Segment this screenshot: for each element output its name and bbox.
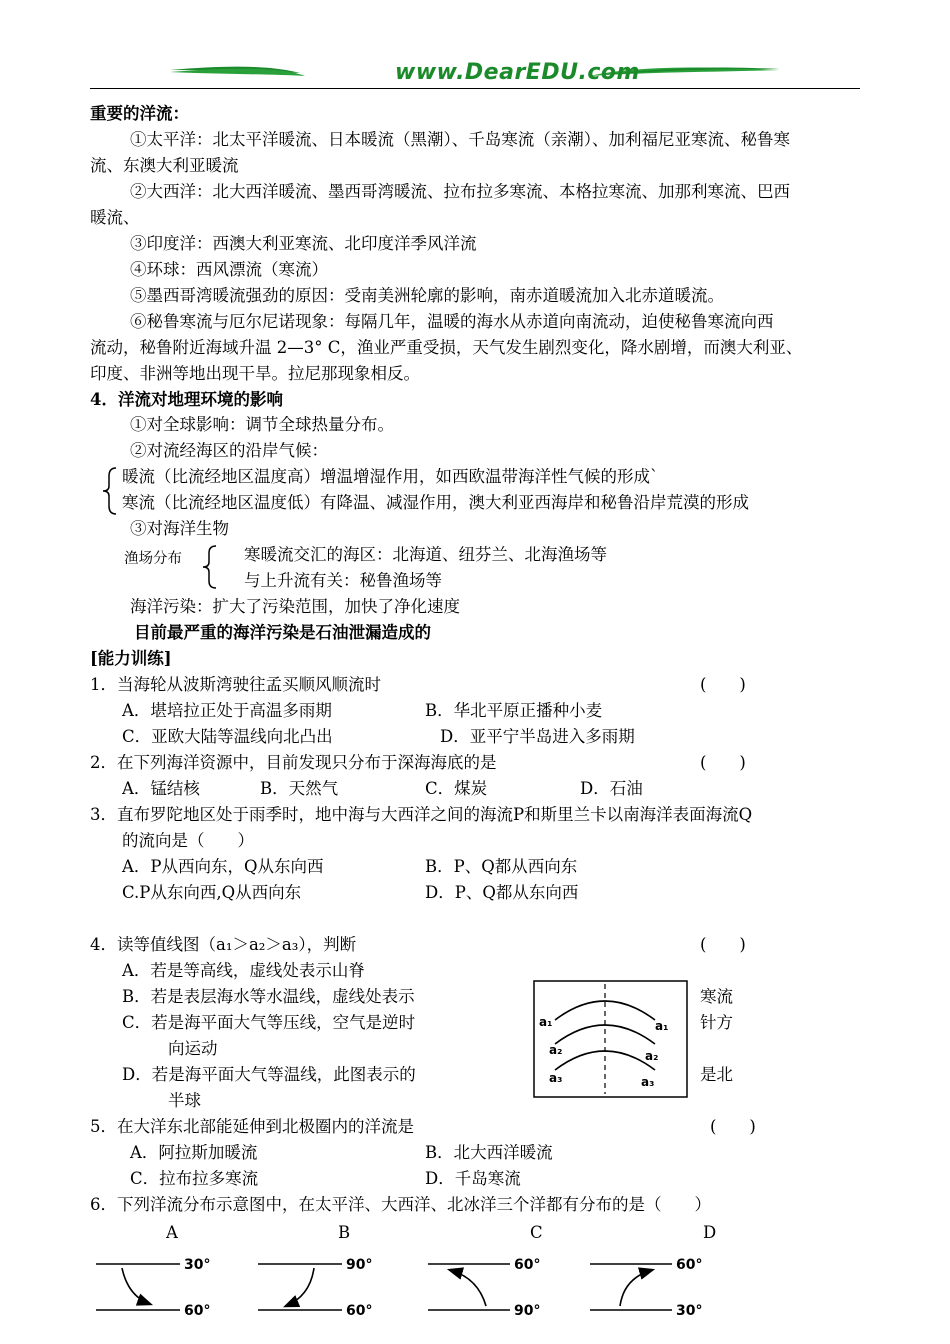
question-stem: 3．直布罗陀地区处于雨季时，地中海与大西洋之间的海流P和斯里兰卡以南海洋表面海流Q [90,805,753,824]
option-a: A．阿拉斯加暖流 [130,1143,258,1162]
option-c-tail: 针方 [700,1013,733,1032]
section-title: 重要的洋流： [90,104,189,123]
current-line: 暖流、 [90,208,140,227]
current-arrow [450,1270,486,1306]
isoline-label: a₂ [549,1043,563,1057]
current-line: ④环球：西风漂流（寒流） [130,260,328,279]
option-c: C．若是海平面大气等压线，空气是逆时 [122,1013,416,1032]
answer-bracket: ( ) [700,753,746,772]
isoline-label: a₁ [655,1019,669,1033]
option-c: C.P从东向西,Q从西向东 [122,883,302,902]
left-brace-icon [200,544,220,590]
option-a: A．P从西向东，Q从东向西 [122,857,324,876]
section4-title: 4．洋流对地理环境的影响 [90,390,283,409]
diagram-a [96,1257,210,1319]
option-c: C．煤炭 [425,779,488,798]
question-stem: 2．在下列海洋资源中，目前发现只分布于深海海底的是 [90,753,497,772]
answer-bracket: ( ) [700,935,746,954]
cold-current-effect: 寒流（比流经地区温度低）有降温、减湿作用，澳大利亚西海岸和秘鲁沿岸荒漠的形成 [122,493,749,512]
section4-item: ①对全球影响：调节全球热量分布。 [130,415,394,434]
diagram-letter: D [703,1223,717,1242]
option-d: D．石油 [580,779,643,798]
section4-item: ②对流经海区的沿岸气候： [130,441,328,460]
option-b-tail: 寒流 [700,987,733,1006]
current-line: 流、东澳大利亚暖流 [90,156,239,175]
option-c-continued: 向运动 [168,1039,218,1058]
latitude-label: 60° [514,1257,541,1273]
diagram-c [428,1257,540,1319]
left-brace-icon [100,466,120,516]
answer-bracket: ( ) [700,675,746,694]
warm-current-effect: 暖流（比流经地区温度高）增温增湿作用，如西欧温带海洋性气候的形成` [122,467,659,486]
header-divider [90,88,860,89]
option-d: D．千岛寒流 [425,1169,521,1188]
option-d-tail: 是北 [700,1065,733,1084]
current-diagrams [90,1248,880,1328]
latitude-label: 30° [184,1257,211,1273]
isoline-label: a₂ [645,1049,659,1063]
question-stem: 5．在大洋东北部能延伸到北极圈内的洋流是 [90,1117,414,1136]
current-line: ⑥秘鲁寒流与厄尔尼诺现象：每隔几年，温暖的海水从赤道向南流动，迫使秘鲁寒流向西 [130,312,774,331]
option-b: B．若是表层海水等水温线，虚线处表示 [122,987,415,1006]
question-stem-continued: 的流向是（ ） [122,831,254,850]
option-d: D．若是海平面大气等温线，此图表示的 [122,1065,416,1084]
option-a: A．锰结核 [122,779,200,798]
section4-item: ③对海洋生物 [130,519,229,538]
option-b: B．北大西洋暖流 [425,1143,553,1162]
latitude-label: 60° [676,1257,703,1273]
isoline-label: a₁ [539,1015,553,1029]
current-line: ②大西洋：北大西洋暖流、墨西哥湾暖流、拉布拉多寒流、本格拉寒流、加那利寒流、巴西 [130,182,790,201]
option-c: C．亚欧大陆等温线向北凸出 [122,727,333,746]
option-b: B．华北平原正播种小麦 [425,701,603,720]
question-stem: 4．读等值线图（a₁＞a₂＞a₃），判断 [90,935,357,954]
current-line: ⑤墨西哥湾暖流强劲的原因：受南美洲轮廓的影响，南赤道暖流加入北赤道暖流。 [130,286,724,305]
option-a: A．若是等高线，虚线处表示山脊 [122,961,365,980]
isoline-label: a₃ [641,1075,655,1089]
option-b: B．天然气 [260,779,339,798]
question-stem: 6．下列洋流分布示意图中，在太平洋、大西洋、北冰洋三个洋都有分布的是（ ） [90,1195,711,1214]
current-arrow [620,1270,652,1306]
option-d: D．P、Q都从东向西 [425,883,579,902]
current-arrow [286,1268,314,1306]
option-d: D．亚平宁半岛进入多雨期 [440,727,635,746]
diagram-letter: B [338,1223,351,1242]
latitude-label: 60° [184,1303,211,1319]
diagram-letter: C [530,1223,543,1242]
diagram-d [590,1257,702,1319]
latitude-label: 60° [346,1303,373,1319]
fishery-item: 寒暖流交汇的海区：北海道、纽芬兰、北海渔场等 [244,545,607,564]
question-stem: 1．当海轮从波斯湾驶往孟买顺风顺流时 [90,675,381,694]
diagram-b [258,1257,372,1319]
latitude-label: 30° [676,1303,703,1319]
pollution-bold-text: 目前最严重的海洋污染是石油泄漏造成的 [134,623,431,642]
current-arrow [122,1268,150,1304]
isoline-label: a₃ [549,1071,563,1085]
option-b: B．P、Q都从西向东 [425,857,578,876]
site-header [90,58,860,92]
training-title: [能力训练] [90,649,172,668]
latitude-label: 90° [514,1303,541,1319]
option-a: A．堪培拉正处于高温多雨期 [122,701,332,720]
current-line: 印度、非洲等地出现干旱。拉尼那现象相反。 [90,364,420,383]
answer-bracket: ( ) [710,1117,756,1136]
latitude-label: 90° [346,1257,373,1273]
fishery-label: 渔场分布 [124,551,182,567]
site-logo-text[interactable]: www.DearEDU.com [395,60,640,85]
diagram-letter: A [166,1223,178,1242]
current-line: ③印度洋：西澳大利亚寒流、北印度洋季风洋流 [130,234,477,253]
option-c: C．拉布拉多寒流 [130,1169,259,1188]
pollution-text: 海洋污染：扩大了污染范围，加快了净化速度 [130,597,460,616]
fishery-item: 与上升流有关：秘鲁渔场等 [244,571,442,590]
current-line: 流动，秘鲁附近海域升温 2—3° C，渔业严重受损，天气发生剧烈变化，降水剧增，而澳大利亚、 [90,338,803,357]
isoline-figure [533,980,688,1098]
option-d-continued: 半球 [168,1091,201,1110]
current-line: ①太平洋：北太平洋暖流、日本暖流（黑潮）、千岛寒流（亲潮）、加利福尼亚寒流、秘鲁寒 [130,130,790,149]
